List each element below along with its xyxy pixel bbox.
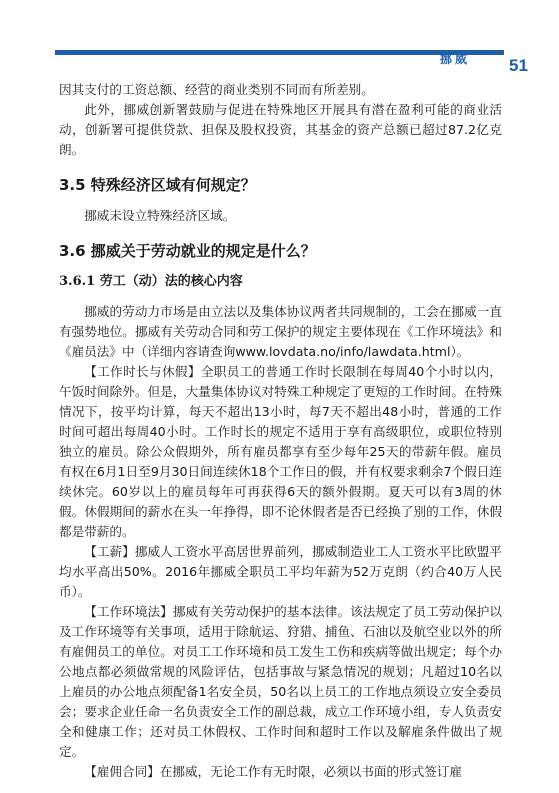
paragraph-labor-market: 挪威的劳动力市场是由立法以及集体协议两者共同规制的，工会在挪威一直有强势地位。挪威有关劳动合同和劳工保护的规定主要体现在《工作环境法》和《雇员法》中（详细内容请查询www.lovdata.no/info/lawdata.html）。 <box>59 304 502 359</box>
page-number: 51 <box>509 56 528 75</box>
header-rule <box>55 50 504 55</box>
paragraph-working-hours: 【工作时长与休假】全职员工的普通工作时长限制在每周40个小时以内，午饭时间除外。但是，大量集体协议对特殊工种规定了更短的工作时间。在特殊情况下，按平均计算，每天不超出13小时，每7天不超出48小时，普通的工作时间可超出每周40小时。工作时长的规定不适用于享有高级职位，或职位特别独立的雇员。除公众假期外，所有雇员都享有至少每年25天的带薪年假。雇员有权在6月1日至9月30日间连续休18个工作日的假，并有权要求剩余7个假日连续休完。60岁以上的雇员每年可再获得6天的额外假期。夏天可以有3周的休假。休假期间的薪水在头一年挣得，即不论休假者是否已经换了别的工作，休假都是带薪的。 <box>59 364 502 539</box>
paragraph-wages: 【工薪】挪威人工资水平高居世界前列，挪威制造业工人工资水平比欧盟平均水平高出50%。2016年挪威全职员工平均年薪为52万克朗（约合40万人民币）。 <box>59 544 502 599</box>
section-heading-3-6: 3.6 挪威关于劳动就业的规定是什么？ <box>59 242 316 260</box>
page-body <box>59 80 502 782</box>
paragraph-employment-contract: 【雇佣合同】在挪威，无论工作有无时限，必须以书面的形式签订雇 <box>84 764 462 779</box>
running-header-country: 挪威 <box>440 52 471 66</box>
paragraph-innovation-norway: 此外，挪威创新署鼓励与促进在特殊地区开展具有潜在盈利可能的商业活动，创新署可提供贷款、担保及股权投资，其基金的资产总额已超过87.2亿克朗。 <box>59 102 502 157</box>
paragraph-continuation: 因其支付的工资总额、经营的商业类别不同而有所差别。 <box>59 82 374 97</box>
subsection-heading-3-6-1: 3.6.1 劳工（动）法的核心内容 <box>59 274 243 289</box>
paragraph-work-environment-act: 【工作环境法】挪威有关劳动保护的基本法律。该法规定了员工劳动保护以及工作环境等有关事项，适用于除航运、狩猎、捕鱼、石油以及航空业以外的所有雇佣员工的单位。对员工工作环境和员工发生工伤和疾病等做出规定；每个办公地点都必须做常规的风险评估，包括事故与紧急情况的规划；凡超过10名以上雇员的办公地点须配备1名安全员，50名以上员工的工作地点须设立安全委员会；要求企业任命一名负责安全工作的副总裁，成立工作环境小组，专人负责安全和健康工作；还对员工休假权、工作时间和超时工作以及解雇条件做出了规定。 <box>59 604 502 759</box>
section-heading-3-5: 3.5 特殊经济区域有何规定？ <box>59 176 256 194</box>
paragraph-special-zones: 挪威未设立特殊经济区域。 <box>84 208 236 223</box>
